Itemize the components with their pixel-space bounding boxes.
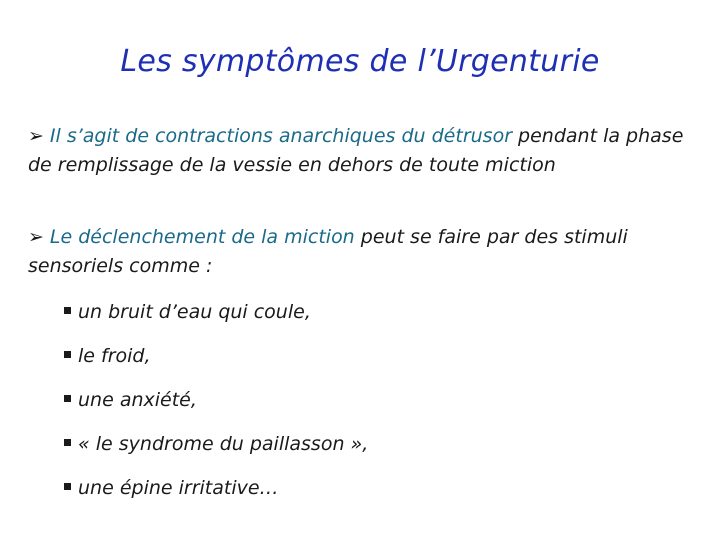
list-item-text: une anxiété, [78, 389, 197, 411]
bullet-paragraph-1 [28, 122, 698, 180]
square-bullet-icon [64, 395, 71, 402]
stimuli-list [64, 290, 368, 510]
slide-title: Les symptômes de l’Urgenturie [120, 44, 600, 79]
list-item [64, 466, 368, 510]
bullet-paragraph-2 [28, 223, 698, 281]
list-item [64, 422, 368, 466]
paragraph-text: peut se faire par des stimuli sensoriels comme : [28, 226, 628, 277]
square-bullet-icon [64, 307, 71, 314]
square-bullet-icon [64, 351, 71, 358]
highlighted-text: Il s’agit de contractions anarchiques du détrusor [49, 125, 513, 147]
list-item-text: « le syndrome du paillasson », [78, 433, 369, 455]
list-item-text: une épine irritative… [78, 477, 279, 499]
highlighted-text: Le déclenchement de la miction [49, 226, 355, 248]
list-item [64, 290, 368, 334]
square-bullet-icon [64, 439, 71, 446]
list-item [64, 334, 368, 378]
list-item-text: le froid, [78, 345, 151, 367]
paragraph-text: pendant la phase de remplissage de la vessie en dehors de toute miction [28, 125, 684, 176]
list-item [64, 378, 368, 422]
arrow-bullet-icon: ➢ [28, 125, 44, 147]
arrow-bullet-icon: ➢ [28, 226, 44, 248]
square-bullet-icon [64, 483, 71, 490]
list-item-text: un bruit d’eau qui coule, [78, 301, 311, 323]
